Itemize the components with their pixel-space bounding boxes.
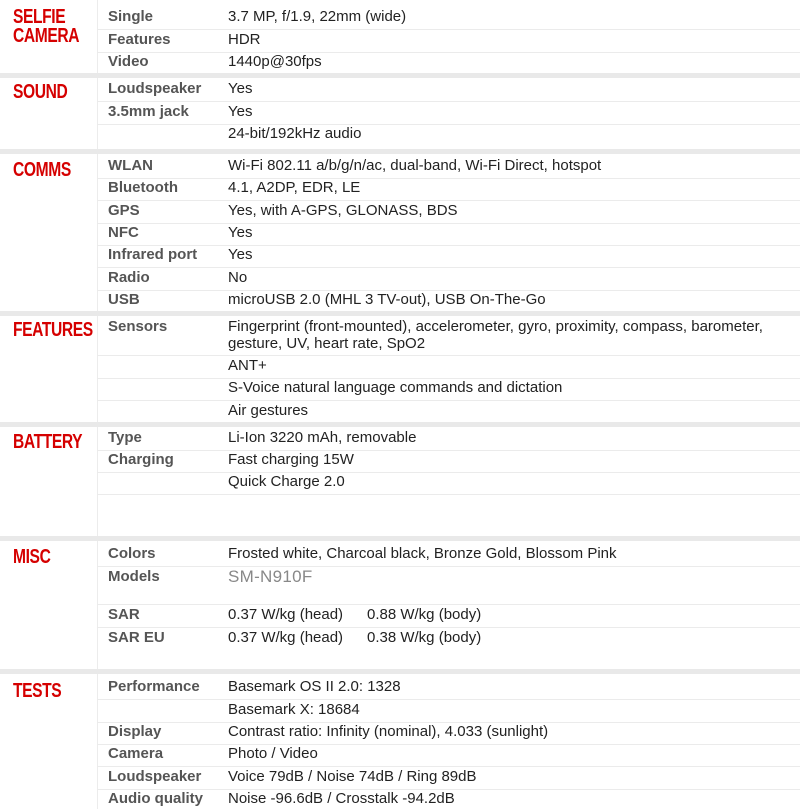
- spec-row: [97, 545, 800, 567]
- spec-value: HDR: [228, 31, 261, 48]
- spec-row: [97, 629, 800, 650]
- spec-row: [97, 473, 800, 495]
- spec-label: 3.5mm jack: [108, 103, 189, 120]
- spec-value: Air gestures: [228, 402, 309, 419]
- spec-value: Yes: [228, 80, 253, 97]
- section-separator: [0, 422, 800, 427]
- spec-label: Type: [108, 429, 142, 446]
- spec-value: 4.1, A2DP, EDR, LE: [228, 179, 361, 196]
- spec-value: Li-Ion 3220 mAh, removable: [228, 429, 417, 446]
- spec-value: Basemark OS II 2.0: 1328: [228, 678, 401, 695]
- spec-value: Yes: [228, 246, 253, 263]
- spec-label: NFC: [108, 224, 139, 241]
- spec-label: Charging: [108, 451, 174, 468]
- spec-label: SAR: [108, 606, 140, 623]
- spec-value-body: 0.88 W/kg (body): [367, 606, 482, 623]
- spec-value: Contrast ratio: Infinity (nominal), 4.033 (sunlight): [228, 723, 549, 740]
- section-separator: [0, 669, 800, 674]
- spec-value: Noise -96.6dB / Crosstalk -94.2dB: [228, 790, 455, 807]
- spec-value: Quick Charge 2.0: [228, 473, 345, 490]
- spec-label: Performance: [108, 678, 200, 695]
- spec-row: [97, 157, 800, 179]
- spec-value: Yes, with A-GPS, GLONASS, BDS: [228, 202, 458, 219]
- spec-label: Sensors: [108, 318, 168, 335]
- spec-row: [97, 678, 800, 700]
- spec-value: 1440p@30fps: [228, 53, 322, 70]
- section-title-sound: SOUND: [13, 81, 68, 103]
- spec-value: Yes: [228, 103, 253, 120]
- spec-row: [97, 125, 800, 145]
- spec-label: Models: [108, 568, 160, 585]
- spec-label: Audio quality: [108, 790, 203, 807]
- section-separator: [0, 73, 800, 78]
- section-title-comms: COMMS: [13, 159, 71, 181]
- section-title-selfie-camera: SELFIE CAMERA: [13, 6, 80, 47]
- spec-label: Camera: [108, 745, 164, 762]
- spec-row: [97, 768, 800, 790]
- spec-row: [97, 53, 800, 73]
- spec-label: SAR EU: [108, 629, 165, 646]
- spec-label: GPS: [108, 202, 140, 219]
- spec-row: [97, 357, 800, 379]
- spec-value: microUSB 2.0 (MHL 3 TV-out), USB On-The-Go: [228, 291, 546, 308]
- spec-row: [97, 723, 800, 745]
- spec-row: [97, 318, 800, 356]
- spec-row: [97, 379, 800, 401]
- section-separator: [0, 149, 800, 154]
- spec-value: ANT+: [228, 357, 267, 374]
- spec-row: [97, 451, 800, 473]
- spec-row: [97, 103, 800, 125]
- spec-label: Colors: [108, 545, 156, 562]
- spec-row: [97, 202, 800, 224]
- spec-value: Frosted white, Charcoal black, Bronze Gold, Blossom Pink: [228, 545, 617, 562]
- spec-label: Infrared port: [108, 246, 198, 263]
- spec-value: 0.37 W/kg (head): [228, 629, 344, 646]
- spec-row: [97, 31, 800, 53]
- spec-row: [97, 606, 800, 628]
- spec-row: [97, 790, 800, 809]
- spec-label: Radio: [108, 269, 150, 286]
- spec-value: Basemark X: 18684: [228, 701, 360, 718]
- spec-label: Video: [108, 53, 149, 70]
- spec-row: [97, 745, 800, 767]
- spec-label: Features: [108, 31, 171, 48]
- spec-row: [97, 246, 800, 268]
- spec-value: No: [228, 269, 248, 286]
- spec-value: Yes: [228, 224, 253, 241]
- spec-value: Voice 79dB / Noise 74dB / Ring 89dB: [228, 768, 477, 785]
- spec-label: Single: [108, 8, 154, 25]
- spec-label: WLAN: [108, 157, 153, 174]
- spec-row: [97, 701, 800, 723]
- spec-value: Wi-Fi 802.11 a/b/g/n/ac, dual-band, Wi-Fi Direct, hotspot: [228, 157, 602, 174]
- spec-value: 3.7 MP, f/1.9, 22mm (wide): [228, 8, 407, 25]
- spec-value: S-Voice natural language commands and dictation: [228, 379, 563, 396]
- spec-row: [97, 291, 800, 311]
- spec-row: [97, 179, 800, 201]
- model-number: SM-N910F: [228, 567, 313, 586]
- spec-label: Bluetooth: [108, 179, 178, 196]
- spec-value: Photo / Video: [228, 745, 318, 762]
- section-separator: [0, 311, 800, 316]
- spec-value: 24-bit/192kHz audio: [228, 125, 362, 142]
- spec-row: [97, 429, 800, 451]
- spec-label: Loudspeaker: [108, 80, 202, 97]
- section-separator: [0, 536, 800, 541]
- spec-label: Loudspeaker: [108, 768, 202, 785]
- spec-row: [97, 402, 800, 422]
- spec-row-empty: [97, 495, 800, 533]
- spec-value: Fingerprint (front-mounted), accelerometer, gyro, proximity, compass, barometer, gesture, UV, heart rate, SpO2: [228, 318, 763, 352]
- spec-label: Display: [108, 723, 162, 740]
- spec-row: [97, 224, 800, 246]
- spec-row: [97, 269, 800, 291]
- section-title-misc: MISC: [13, 546, 51, 568]
- spec-label: USB: [108, 291, 140, 308]
- spec-row: [97, 8, 800, 30]
- spec-row: [97, 568, 800, 605]
- section-title-battery: BATTERY: [13, 431, 83, 453]
- spec-value: Fast charging 15W: [228, 451, 354, 468]
- spec-value-body: 0.38 W/kg (body): [367, 629, 482, 646]
- section-title-tests: TESTS: [13, 680, 62, 702]
- spec-row: [97, 80, 800, 102]
- section-title-features: FEATURES: [13, 319, 93, 341]
- spec-value: 0.37 W/kg (head): [228, 606, 344, 623]
